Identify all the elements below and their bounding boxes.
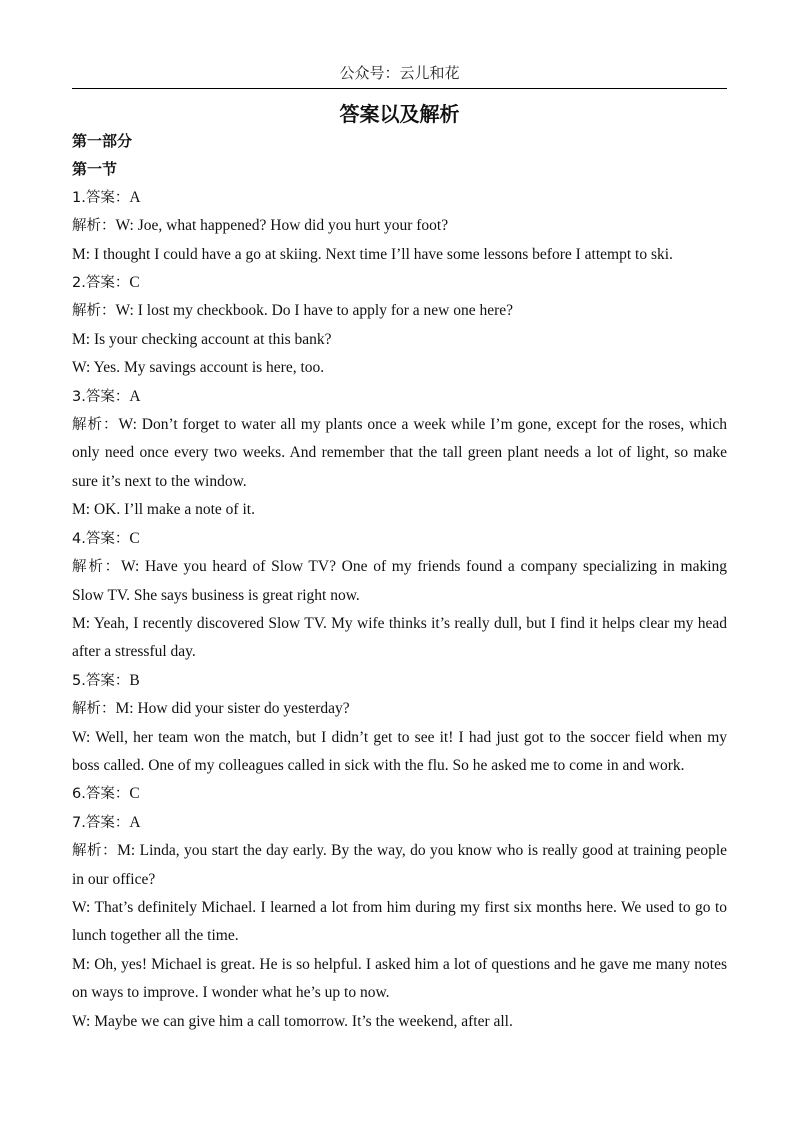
- answer-value: A: [129, 813, 141, 831]
- dialogue-paragraph: M: Is your checking account at this bank?: [72, 330, 332, 348]
- answer-item: [72, 809, 727, 1036]
- analysis-label: 解析：: [72, 303, 116, 320]
- dialogue-paragraph: W: That’s definitely Michael. I learned a lot from him during my first six months here. We used to go to lunch together all the time.: [72, 898, 727, 945]
- analysis-paragraph: [72, 212, 727, 240]
- analysis-paragraph: [72, 297, 727, 325]
- answer-item: [72, 667, 727, 781]
- dialogue-paragraph: M: OK. I’ll make a note of it.: [72, 501, 255, 519]
- answer-line: [72, 525, 727, 553]
- answer-value: C: [129, 274, 140, 292]
- answer-label: 7.答案：: [72, 814, 130, 831]
- dialogue-paragraph: M: Oh, yes! Michael is great. He is so helpful. I asked him a lot of questions and he gave me many notes on ways to improve. I wonder what he’s up to now.: [72, 955, 727, 1002]
- dialogue-text: W: I lost my checkbook. Do I have to apply for a new one here?: [115, 302, 514, 320]
- answer-line: [72, 780, 727, 808]
- section-heading: 第一节: [72, 160, 118, 179]
- dialogue-text: M: How did your sister do yesterday?: [115, 700, 350, 718]
- analysis-label: 解析：: [72, 843, 118, 860]
- answer-line: [72, 383, 727, 411]
- answer-label: 4.答案：: [72, 530, 130, 547]
- answer-item: [72, 269, 727, 383]
- dialogue-text: W: Don’t forget to water all my plants once a week while I’m gone, except for the roses, which only need once every two weeks. And remember that the tall green plant needs a lot of light, so make sure it’s next to the window.: [72, 416, 728, 490]
- dialogue-paragraph: W: Maybe we can give him a call tomorrow. It’s the weekend, after all.: [72, 1012, 513, 1030]
- analysis-label: 解析：: [72, 417, 119, 434]
- analysis-label: 解析：: [72, 218, 116, 235]
- answer-label: 1.答案：: [72, 189, 130, 206]
- dialogue-text: W: Joe, what happened? How did you hurt your foot?: [115, 217, 449, 235]
- answer-line: [72, 184, 727, 212]
- dialogue-paragraph: M: I thought I could have a go at skiing. Next time I’ll have some lessons before I attempt to ski.: [72, 245, 673, 263]
- dialogue-paragraph: W: Well, her team won the match, but I didn’t get to see it! I had just got to the soccer field when my boss called. One of my colleagues called in sick with the flu. So he asked me to come in and work.: [72, 728, 727, 774]
- answer-line: [72, 809, 727, 837]
- answer-line: [72, 269, 727, 297]
- analysis-label: 解析：: [72, 701, 116, 718]
- answer-value: A: [129, 188, 141, 206]
- answer-line: [72, 667, 727, 695]
- page-header: 公众号：云儿和花: [339, 64, 460, 82]
- analysis-paragraph: [72, 411, 727, 496]
- answer-item: [72, 525, 727, 667]
- page-title: 答案以及解析: [339, 102, 460, 126]
- answer-value: A: [129, 387, 141, 405]
- dialogue-text: W: Have you heard of Slow TV? One of my friends found a company specializing in making Slow TV. She says business is great right now.: [72, 558, 728, 604]
- answer-label: 6.答案：: [72, 786, 130, 803]
- dialogue-paragraph: W: Yes. My savings account is here, too.: [72, 359, 325, 377]
- answer-value: C: [129, 785, 140, 803]
- answer-label: 3.答案：: [72, 388, 130, 405]
- answer-item: [72, 780, 727, 808]
- answer-label: 2.答案：: [72, 275, 130, 292]
- header-rule: [72, 88, 727, 89]
- analysis-paragraph: [72, 695, 727, 723]
- answer-label: 5.答案：: [72, 672, 130, 689]
- answer-value: B: [129, 671, 140, 689]
- dialogue-text: M: Linda, you start the day early. By the way, do you know who is really good at training people in our office?: [72, 842, 728, 888]
- part-heading: 第一部分: [72, 132, 133, 150]
- document-body: [72, 127, 727, 1036]
- answer-item: [72, 383, 727, 525]
- analysis-label: 解析：: [72, 559, 121, 576]
- analysis-paragraph: [72, 553, 727, 610]
- dialogue-paragraph: M: Yeah, I recently discovered Slow TV. My wife thinks it’s really dull, but I find it helps clear my head after a stressful day.: [72, 614, 727, 661]
- analysis-paragraph: [72, 837, 727, 894]
- answer-value: C: [129, 529, 140, 547]
- answer-item: [72, 184, 727, 269]
